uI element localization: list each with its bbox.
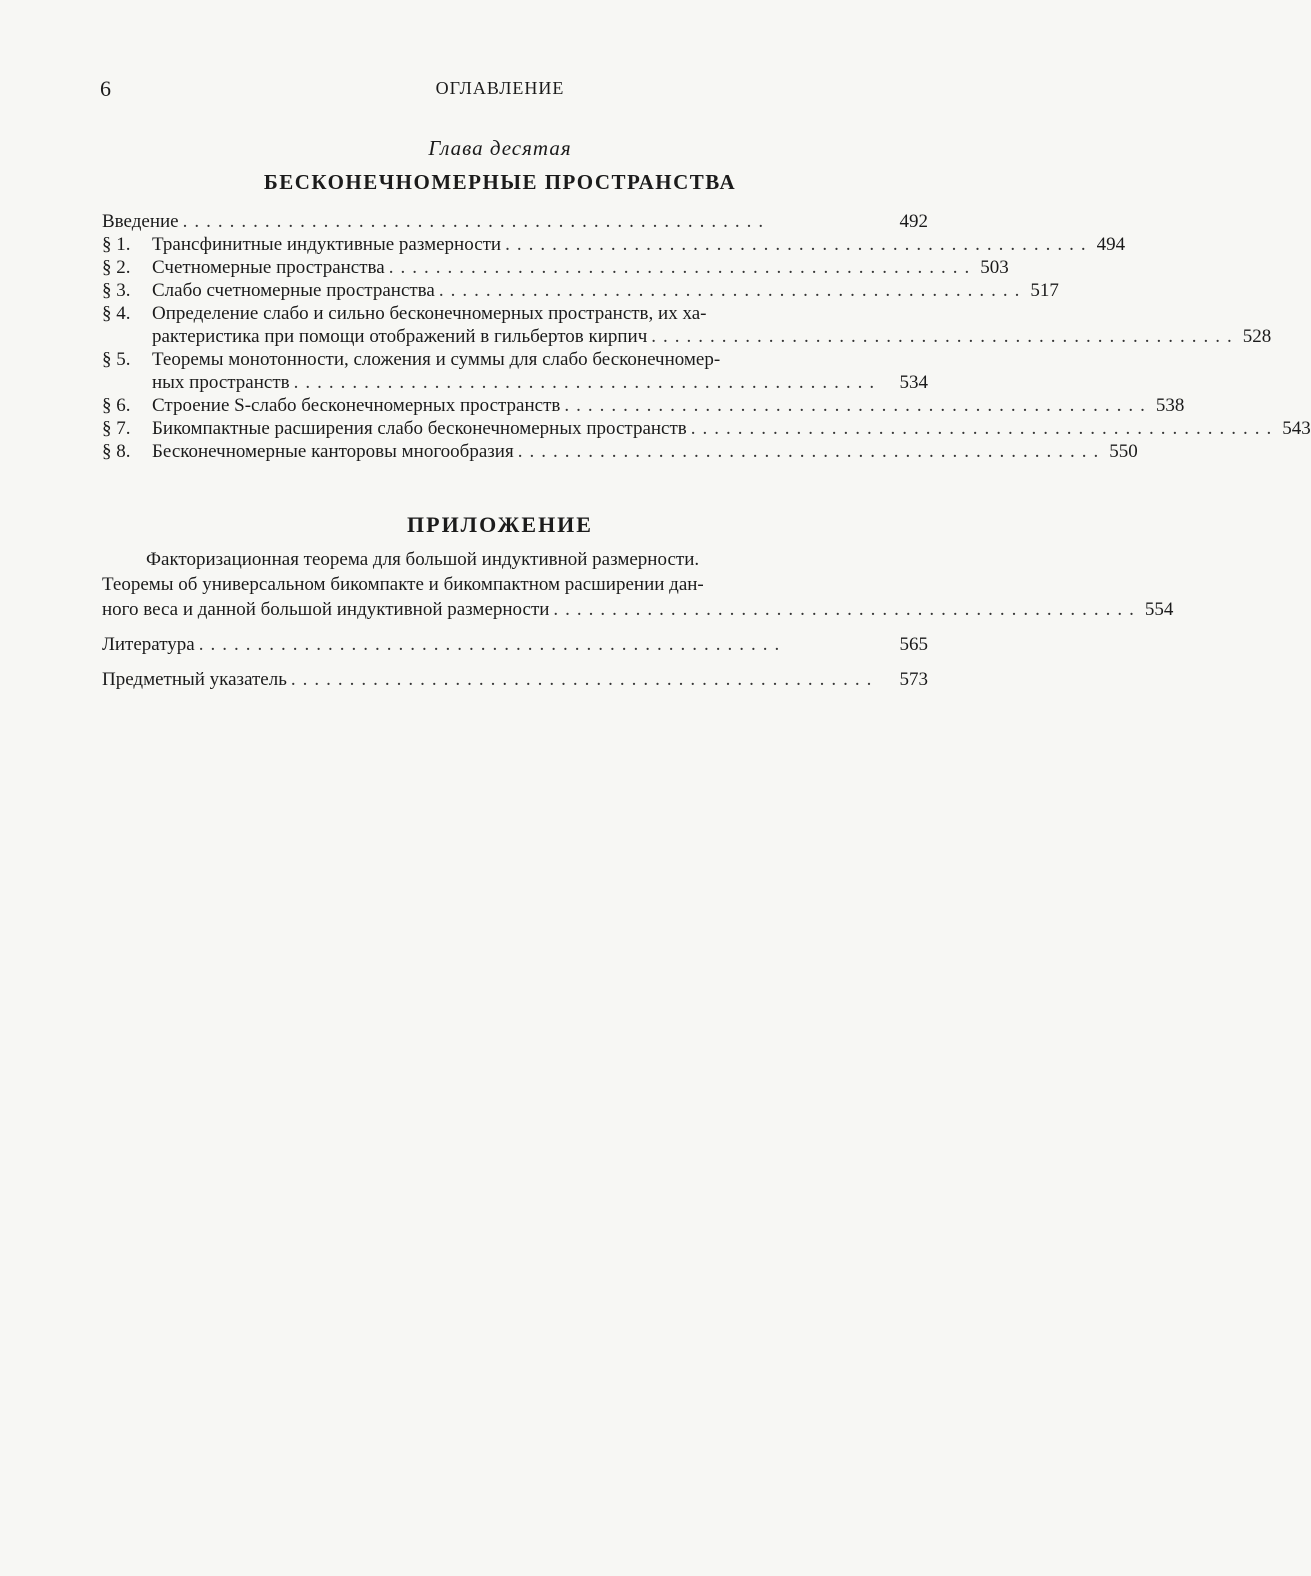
section-number: § 7. — [102, 418, 131, 439]
toc-page-number: 554 — [1144, 599, 1174, 620]
section-number: § 6. — [102, 395, 131, 416]
dot-leader: .................................................. — [388, 257, 977, 278]
toc-page-number: 565 — [899, 634, 928, 655]
toc-page-number: 534 — [899, 372, 928, 393]
toc-entry-section-7 — [102, 417, 1311, 440]
toc-entry-label: Литература — [102, 634, 195, 655]
section-number: § 5. — [102, 349, 131, 370]
appendix-text-line-2: Теоремы об универсальном бикомпакте и бикомпактном расширении дан- — [102, 574, 704, 595]
appendix-text-line-1: Факторизационная теорема для большой индуктивной размерности. — [146, 549, 700, 570]
toc-page-number: 517 — [1030, 280, 1059, 301]
toc-entry-label-line-2: рактеристика при помощи отображений в гильбертов кирпич — [152, 326, 648, 347]
dot-leader: .................................................. — [182, 211, 771, 232]
section-number: § 4. — [102, 303, 131, 324]
dot-leader: .................................................. — [564, 395, 1152, 416]
toc-entry-label: Предметный указатель — [102, 669, 287, 690]
running-head: ОГЛАВЛЕНИЕ — [435, 78, 565, 98]
dot-leader: .................................................. — [690, 418, 1279, 439]
dot-leader: .................................................. — [553, 599, 1141, 620]
toc-page-number: 503 — [980, 257, 1009, 278]
dot-leader: .................................................. — [438, 280, 1027, 301]
toc-page-number: 550 — [1109, 441, 1138, 462]
appendix-text-line-3: ного веса и данной большой индуктивной размерности — [102, 599, 550, 620]
section-number: § 1. — [102, 234, 131, 255]
toc-page-number: 528 — [1242, 326, 1272, 347]
toc-entry-section-3 — [102, 279, 1059, 302]
appendix-entry — [102, 547, 1174, 622]
dot-leader: .................................................. — [198, 634, 787, 655]
dot-leader: .................................................. — [293, 372, 882, 393]
toc-entry-section-4 — [102, 302, 1272, 348]
toc-entry-label-line-1: Теоремы монотонности, сложения и суммы для слабо бесконечномер- — [152, 349, 721, 370]
dot-leader: .................................................. — [290, 669, 879, 690]
toc-entry-label: Трансфинитные индуктивные размерности — [152, 234, 502, 255]
appendix-title: ПРИЛОЖЕНИЕ — [407, 512, 593, 537]
toc-entry-label: Бесконечномерные канторовы многообразия — [152, 441, 514, 462]
toc-entry-section-5 — [102, 348, 928, 394]
toc-page-number: 573 — [899, 669, 928, 690]
toc-entry-subject-index — [102, 667, 928, 692]
toc-entry-introduction — [102, 210, 928, 233]
page-number: 6 — [100, 76, 111, 101]
toc-entry-label: Счетномерные пространства — [152, 257, 385, 278]
chapter-toc — [102, 210, 1311, 463]
toc-entry-label-line-1: Определение слабо и сильно бесконечномерных пространств, их ха- — [152, 303, 707, 324]
toc-page-number: 494 — [1096, 234, 1126, 255]
toc-entry-label: Бикомпактные расширения слабо бесконечномерных пространств — [152, 418, 687, 439]
toc-entry-label: Введение — [102, 211, 179, 232]
section-number: § 2. — [102, 257, 131, 278]
section-number: § 3. — [102, 280, 131, 301]
dot-leader: .................................................. — [517, 441, 1106, 462]
toc-entry-section-8 — [102, 440, 1138, 463]
toc-entry-label: Слабо счетномерные пространства — [152, 280, 435, 301]
dot-leader: .................................................. — [651, 326, 1239, 347]
toc-page-number: 538 — [1155, 395, 1185, 416]
toc-entry-literature — [102, 632, 928, 657]
toc-page-number: 543 — [1282, 418, 1311, 439]
toc-entry-section-6 — [102, 394, 1185, 417]
chapter-title: БЕСКОНЕЧНОМЕРНЫЕ ПРОСТРАНСТВА — [263, 170, 737, 194]
toc-page-number: 492 — [899, 211, 928, 232]
appendix-toc — [102, 547, 1174, 692]
chapter-label: Глава десятая — [428, 136, 572, 160]
section-number: § 8. — [102, 441, 131, 462]
toc-entry-label: Строение S-слабо бесконечномерных пространств — [152, 395, 561, 416]
toc-entry-section-1 — [102, 233, 1126, 256]
toc-entry-label-line-2: ных пространств — [152, 372, 290, 393]
dot-leader: .................................................. — [505, 234, 1093, 255]
toc-entry-section-2 — [102, 256, 1009, 279]
